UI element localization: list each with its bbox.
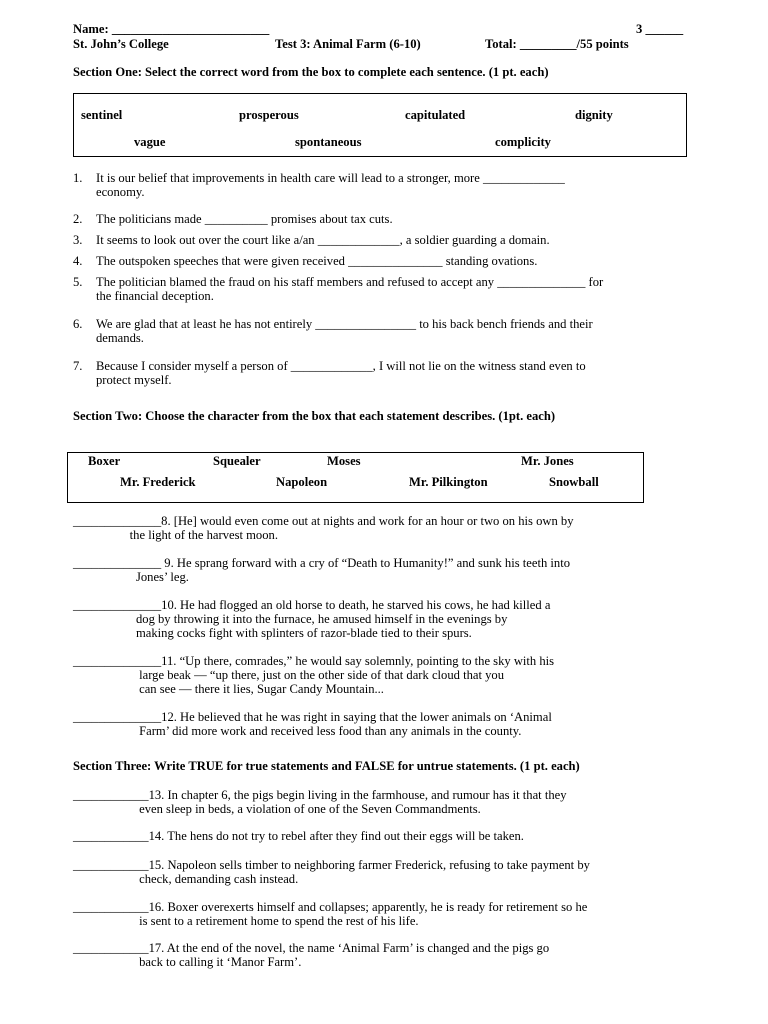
character-name: Napoleon: [276, 475, 328, 489]
character-name: Mr. Jones: [521, 454, 574, 468]
question-number: 3.: [73, 233, 83, 247]
question-number: 7.: [73, 359, 83, 373]
character-name: Moses: [327, 454, 361, 468]
character-name: Mr. Pilkington: [409, 475, 488, 489]
word-bank-word: prosperous: [239, 108, 299, 122]
question-15[interactable]: ____________15. Napoleon sells timber to neighboring farmer Frederick, refusing to take payment by check, demanding cash instead.: [73, 858, 590, 886]
question-number: 4.: [73, 254, 83, 268]
word-bank-word: spontaneous: [295, 135, 362, 149]
name-line[interactable]: Name: _________________________: [73, 22, 270, 36]
section-one-heading: Section One: Select the correct word from the box to complete each sentence. (1 pt. each): [73, 65, 549, 79]
question-text: Because I consider myself a person of _____________, I will not lie on the witness stand even to protect myself.: [96, 359, 586, 387]
question-12[interactable]: ______________12. He believed that he was right in saying that the lower animals on ‘Animal Farm’ did more work and received less food than any animals in the county.: [73, 710, 552, 738]
question-14[interactable]: ____________14. The hens do not try to rebel after they find out their eggs will be taken.: [73, 829, 524, 843]
character-name: Squealer: [213, 454, 261, 468]
question-17[interactable]: ____________17. At the end of the novel, the name ‘Animal Farm’ is changed and the pigs go back to calling it ‘Manor Farm’.: [73, 941, 550, 969]
section-three-heading: Section Three: Write TRUE for true statements and FALSE for untrue statements. (1 pt. each): [73, 759, 580, 773]
school-name: St. John’s College: [73, 37, 169, 51]
character-bank-box: [67, 452, 644, 503]
question-text: We are glad that at least he has not entirely ________________ to his back bench friends and their demands.: [96, 317, 593, 345]
question-text: The politicians made __________ promises about tax cuts.: [96, 212, 393, 226]
character-name: Boxer: [88, 454, 121, 468]
word-bank-word: dignity: [575, 108, 613, 122]
question-number: 5.: [73, 275, 83, 289]
page-number: 3 ______: [636, 22, 684, 36]
question-11[interactable]: ______________11. “Up there, comrades,” he would say solemnly, pointing to the sky with his large beak — “up there, just on the other side of that dark cloud that you can see — there it lies, Sugar Candy Mountain...: [73, 654, 555, 696]
section-two-heading: Section Two: Choose the character from the box that each statement describes. (1pt. each): [73, 409, 556, 423]
question-text: It is our belief that improvements in health care will lead to a stronger, more _____________ economy.: [96, 171, 565, 199]
test-title: Test 3: Animal Farm (6-10): [275, 37, 421, 51]
word-bank-word: complicity: [495, 135, 551, 149]
question-13[interactable]: ____________13. In chapter 6, the pigs begin living in the farmhouse, and rumour has it that they even sleep in beds, a violation of one of the Seven Commandments.: [73, 788, 567, 816]
question-16[interactable]: ____________16. Boxer overexerts himself and collapses; apparently, he is ready for retirement so he is sent to a retirement home to spend the rest of his life.: [73, 900, 588, 928]
question-9[interactable]: ______________ 9. He sprang forward with a cry of “Death to Humanity!” and sunk his teeth into Jones’ leg.: [73, 556, 570, 584]
question-number: 2.: [73, 212, 83, 226]
total-points[interactable]: Total: _________/55 points: [485, 37, 629, 51]
question-text: The politician blamed the fraud on his staff members and refused to accept any ______________ for the financial deception.: [96, 275, 604, 303]
question-text: It seems to look out over the court like a/an _____________, a soldier guarding a domain.: [96, 233, 550, 247]
question-number: 1.: [73, 171, 83, 185]
question-text: The outspoken speeches that were given received _______________ standing ovations.: [96, 254, 538, 268]
word-bank-word: vague: [134, 135, 166, 149]
question-8[interactable]: ______________8. [He] would even come out at nights and work for an hour or two on his own by the light of the harvest moon.: [73, 514, 574, 542]
character-name: Snowball: [549, 475, 599, 489]
word-bank-box: [73, 93, 687, 157]
question-10[interactable]: ______________10. He had flogged an old horse to death, he starved his cows, he had killed a dog by throwing it into the furnace, he amused himself in the evenings by making cocks fight with splinters of razor-blade tied to their spurs.: [73, 598, 551, 640]
word-bank-word: sentinel: [81, 108, 123, 122]
character-name: Mr. Frederick: [120, 475, 196, 489]
question-number: 6.: [73, 317, 83, 331]
word-bank-word: capitulated: [405, 108, 466, 122]
